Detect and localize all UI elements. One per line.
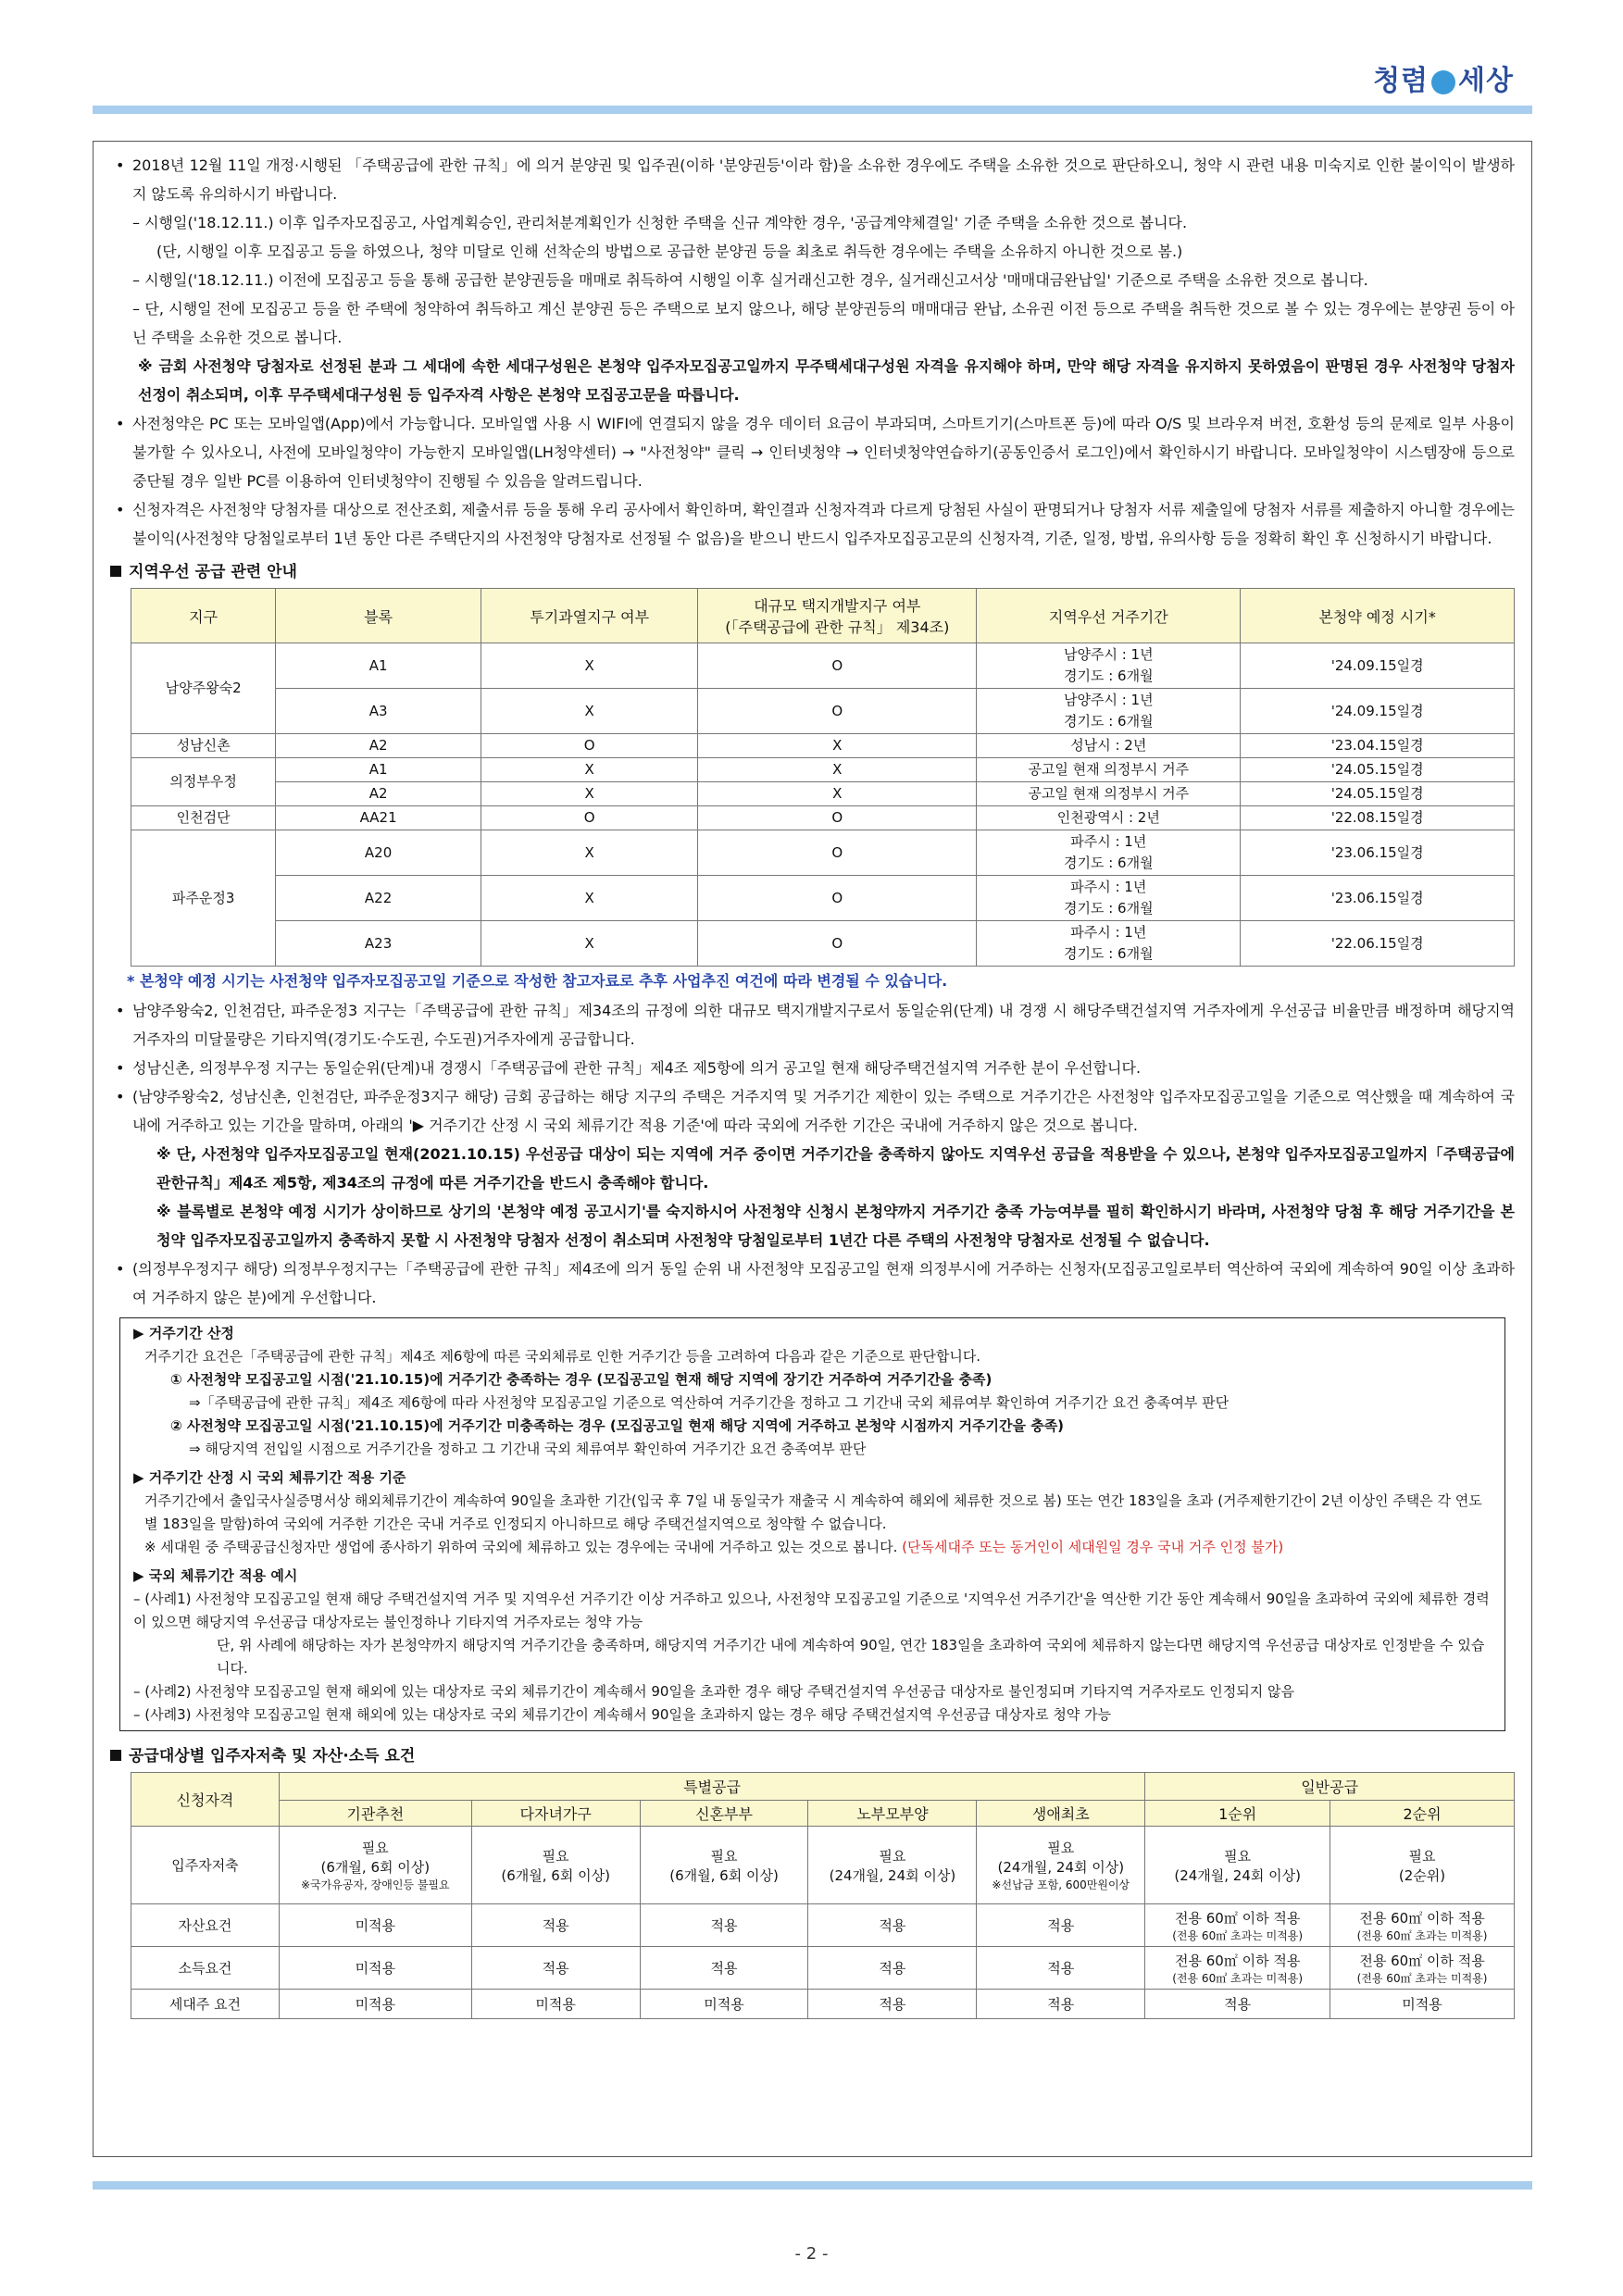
intro-dash-2: – 시행일('18.12.11.) 이전에 모집공고 등을 통해 공급한 분양권등을 매매로 취득하여 시행일 이후 실거래신고한 경우, 실거래신고서상 '매매대금완납일' 기준으로 주택을 소유한 것으로 봅니다. (132, 271, 1368, 289)
th-district: 지구 (131, 589, 276, 643)
table-footnote: * 본청약 예정 시기는 사전청약 입주자모집공고일 기준으로 작성한 참고자료로 추후 사업추진 여건에 따라 변경될 수 있습니다. (127, 972, 948, 990)
box-line-1: 거주기간 요건은「주택공급에 관한 규칙」제4조 제6항에 따른 국외체류로 인한 거주기간 등을 고려하여 다음과 같은 기준으로 판단합니다. (144, 1348, 981, 1365)
cell-large: X (698, 758, 977, 782)
cell: 적용 (808, 1947, 977, 1990)
th-general: 일반공급 (1145, 1773, 1515, 1801)
cell: 필요 (6개월, 6회 이상) (471, 1827, 640, 1904)
table-row (131, 734, 1515, 758)
box-case-2: ② 사전청약 모집공고일 시점('21.10.15)에 거주기간 미충족하는 경우 (모집공고일 현재 해당 지역에 거주하고 본청약 시점까지 거주기간을 충족) (170, 1417, 1065, 1434)
table-row (131, 782, 1515, 806)
cell-overheat: X (481, 758, 697, 782)
cell-residence: 인천광역시 : 2년 (977, 806, 1241, 830)
cell-large: O (698, 830, 977, 876)
cell: 미적용 (640, 1990, 808, 2019)
cell-residence: 남양주시 : 1년 경기도 : 6개월 (977, 643, 1241, 689)
intro-note-1: ※ 금회 사전청약 당첨자로 선정된 분과 그 세대에 속한 세대구성원은 본청약 입주자모집공고일까지 무주택세대구성원 자격을 유지해야 하며, 만약 해당 자격을 유지하지 못하였음이 판명된 경우 사전청약 당첨자 선정이 취소되며, 이후 무주택세대구성원 등 입주자격 사항은 본청약 모집공고문을 따릅니다. (138, 357, 1515, 404)
region-bullet-1: • 남양주왕숙2, 인천검단, 파주운정3 지구는「주택공급에 관한 규칙」제34조의 규정에 의한 대규모 택지개발지구로서 동일순위(단계) 내 경쟁 시 해당주택건설지역 거주자에게 우선공급 비율만큼 배정하며 해당지역 거주자의 미달물량은 기타지역(경기도·수도권, 수도권)거주자에게 공급합니다. (110, 996, 1515, 1054)
requirements-table (131, 1772, 1515, 2019)
cell-overheat: X (481, 830, 697, 876)
table-row (131, 806, 1515, 830)
regional-table (131, 588, 1515, 967)
section1-title: 지역우선 공급 관련 안내 (110, 556, 1515, 588)
th-residence: 지역우선 거주기간 (977, 589, 1241, 643)
cell-district: 의정부우정 (131, 758, 276, 806)
th-large: 대규모 택지개발지구 여부 (「주택공급에 관한 규칙」 제34조) (698, 589, 977, 643)
intro-dash-1b: (단, 시행일 이후 모집공고 등을 하였으나, 청약 미달로 인해 선착순의 방법으로 공급한 분양권 등을 최초로 취득한 경우에는 주택을 소유하지 아니한 것으로 봄.) (156, 243, 1183, 260)
cell-residence: 남양주시 : 1년 경기도 : 6개월 (977, 689, 1241, 734)
cell-residence: 파주시 : 1년 경기도 : 6개월 (977, 921, 1241, 967)
cell-overheat: X (481, 921, 697, 967)
cell: 적용 (977, 1947, 1145, 1990)
box-heading-3: ▶ 국외 체류기간 적용 예시 (133, 1567, 298, 1584)
region-note-3: ※ 블록별로 본청약 예정 시기가 상이하므로 상기의 '본청약 예정 공고시기'를 숙지하시어 사전청약 신청시 본청약까지 거주기간 충족 가능여부를 필히 확인하시기 바라며, 사전청약 당첨 후 해당 거주기간을 본청약 입주자모집공고일까지 충족하지 못할 시 사전청약 당첨자 선정이 취소되며 사전청약 당첨일로부터 1년간 다른 주택의 사전청약 당첨자로 선정될 수 없습니다. (156, 1203, 1515, 1249)
cell-large: X (698, 782, 977, 806)
logo: 청렴 세상 (1373, 65, 1514, 97)
th-col: 노부모부양 (808, 1801, 977, 1827)
cell-block: A2 (276, 782, 481, 806)
cell-large: O (698, 806, 977, 830)
intro-bullet-1: • 2018년 12월 11일 개정·시행된 「주택공급에 관한 규칙」에 의거 분양권 및 입주권(이하 '분양권등'이라 함)을 소유한 경우에도 주택을 소유한 것으로 판단하오니, 청약 시 관련 내용 미숙지로 인한 불이익이 발생하지 않도록 유의하시기 바랍니다. (110, 151, 1515, 208)
cell-block: A1 (276, 758, 481, 782)
cell: 미적용 (279, 1904, 471, 1947)
cell-date: '24.09.15일경 (1241, 689, 1515, 734)
cell: 적용 (977, 1990, 1145, 2019)
cell-block: A22 (276, 876, 481, 921)
box-case-1: ① 사전청약 모집공고일 시점('21.10.15)에 거주기간 충족하는 경우 (모집공고일 현재 해당 지역에 장기간 거주하여 거주기간을 충족) (170, 1371, 993, 1388)
cell-date: '23.04.15일경 (1241, 734, 1515, 758)
cell: 필요 (24개월, 24회 이상) ※선납금 포함, 600만원이상 (977, 1827, 1145, 1904)
cell: 적용 (808, 1904, 977, 1947)
cell-date: '22.06.15일경 (1241, 921, 1515, 967)
cell-district: 성남신촌 (131, 734, 276, 758)
table-row (131, 643, 1515, 689)
th-col: 신혼부부 (640, 1801, 808, 1827)
th-special: 특별공급 (279, 1773, 1144, 1801)
cell: 미적용 (1330, 1990, 1515, 2019)
table-row (131, 758, 1515, 782)
cell-large: O (698, 643, 977, 689)
th-col: 기관추천 (279, 1801, 471, 1827)
th-date: 본청약 예정 시기* (1241, 589, 1515, 643)
table-row (131, 1947, 1515, 1990)
cell: 필요 (6개월, 6회 이상) ※국가유공자, 장애인등 불필요 (279, 1827, 471, 1904)
residence-period-box (119, 1317, 1505, 1731)
bottom-divider (93, 2181, 1532, 2190)
cell-overheat: X (481, 689, 697, 734)
cell-district: 파주운정3 (131, 830, 276, 967)
th-col: 2순위 (1330, 1801, 1515, 1827)
cell-overheat: O (481, 806, 697, 830)
cell: 적용 (640, 1947, 808, 1990)
section2-title: 공급대상별 입주자저축 및 자산·소득 요건 (110, 1741, 1515, 1772)
cell-block: A1 (276, 643, 481, 689)
region-bullet-4: • (의정부우정지구 해당) 의정부우정지구는「주택공급에 관한 규칙」제4조에 의거 동일 순위 내 사전청약 모집공고일 현재 의정부시에 거주하는 신청자(모집공고일로부터 역산하여 국외에 계속하여 90일 이상 초과하여 거주하지 않은 분)에게 우선합니다. (110, 1254, 1515, 1312)
cell-date: '22.08.15일경 (1241, 806, 1515, 830)
th-col: 다자녀가구 (471, 1801, 640, 1827)
cell-block: AA21 (276, 806, 481, 830)
cell-residence: 공고일 현재 의정부시 거주 (977, 782, 1241, 806)
intro-bullet-3: • 신청자격은 사전청약 당첨자를 대상으로 전산조회, 제출서류 등을 통해 우리 공사에서 확인하며, 확인결과 신청자격과 다르게 당첨된 사실이 판명되거나 당첨자 서류 제출일에 당첨자 서류를 제출하지 아니할 경우에는 불이익(사전청약 당첨일로부터 1년 동안 다른 주택단지의 사전청약 당첨자로 선정될 수 없음)을 받으니 반드시 입주자모집공고문의 신청자격, 기준, 일정, 방법, 유의사항 등을 정확히 확인 후 신청하시기 바랍니다. (110, 495, 1515, 553)
cell-overheat: X (481, 876, 697, 921)
box-line-2: 거주기간에서 출입국사실증명서상 해외체류기간이 계속하여 90일을 초과한 기간(입국 후 7일 내 동일국가 재출국 시 계속하여 해외에 체류한 것으로 봄) 또는 연간 183일을 초과 (거주제한기간이 2년 이상인 주택은 각 연도별 183일을 말함)하여 국외에 거주한 기간은 국내 거주로 인정되지 아니하므로 해당 주택건설지역으로 청약할 수 없습니다. (144, 1492, 1482, 1532)
cell: 전용 60㎡ 이하 적용 (전용 60㎡ 초과는 미적용) (1330, 1904, 1515, 1947)
table-row (131, 1904, 1515, 1947)
cell: 필요 (24개월, 24회 이상) (1145, 1827, 1330, 1904)
box-case-1b: ⇒「주택공급에 관한 규칙」제4조 제6항에 따라 사전청약 모집공고일 기준으로 역산하여 거주기간을 정하고 그 기간내 국외 체류여부 확인하여 거주기간 요건 충족여부 판단 (189, 1394, 1230, 1411)
cell-residence: 공고일 현재 의정부시 거주 (977, 758, 1241, 782)
region-bullet-2: • 성남신촌, 의정부우정 지구는 동일순위(단계)내 경쟁시「주택공급에 관한 규칙」제4조 제5항에 의거 공고일 현재 해당주택건설지역 거주한 분이 우선합니다. (110, 1054, 1515, 1082)
cell-block: A3 (276, 689, 481, 734)
cell: 전용 60㎡ 이하 적용 (전용 60㎡ 초과는 미적용) (1330, 1947, 1515, 1990)
top-divider (93, 106, 1532, 114)
cell-residence: 성남시 : 2년 (977, 734, 1241, 758)
cell-district: 인천검단 (131, 806, 276, 830)
cell: 적용 (1145, 1990, 1330, 2019)
th-block: 블록 (276, 589, 481, 643)
table-row (131, 921, 1515, 967)
box-heading-2: ▶ 거주기간 산정 시 국외 체류기간 적용 기준 (133, 1469, 406, 1486)
cell: 미적용 (279, 1990, 471, 2019)
cell-block: A20 (276, 830, 481, 876)
row-label: 입주자저축 (131, 1827, 280, 1904)
cell-date: '24.05.15일경 (1241, 758, 1515, 782)
cell-overheat: O (481, 734, 697, 758)
box-case-2b: ⇒ 해당지역 전입일 시점으로 거주기간을 정하고 그 기간내 국외 체류여부 확인하여 거주기간 요건 충족여부 판단 (189, 1441, 867, 1457)
cell: 미적용 (471, 1990, 640, 2019)
cell: 필요 (24개월, 24회 이상) (808, 1827, 977, 1904)
th-overheat: 투기과열지구 여부 (481, 589, 697, 643)
box-example-1: – (사례1) 사전청약 모집공고일 현재 해당 주택건설지역 거주 및 지역우선 거주기간 이상 거주하고 있으나, 사전청약 모집공고일 기준으로 '지역우선 거주기간'을 역산한 기간 동안 계속해서 90일을 초과하여 국외에 체류한 경력이 있으면 해당지역 우선공급 대상자로는 불인정하나 기타지역 거주자로는 청약 가능 (133, 1591, 1490, 1630)
box-example-1b: 단, 위 사례에 해당하는 자가 본청약까지 해당지역 거주기간을 충족하며, 해당지역 거주기간 내에 계속하여 90일, 연간 183일을 초과하여 국외에 체류하지 않는다면 해당지역 우선공급 대상자로 인정받을 수 있습니다. (217, 1637, 1485, 1677)
cell: 필요 (6개월, 6회 이상) (640, 1827, 808, 1904)
cell-block: A2 (276, 734, 481, 758)
cell: 적용 (471, 1947, 640, 1990)
cell-residence: 파주시 : 1년 경기도 : 6개월 (977, 830, 1241, 876)
intro-dash-1: – 시행일('18.12.11.) 이후 입주자모집공고, 사업계획승인, 관리처분계획인가 신청한 주택을 신규 계약한 경우, '공급계약체결일' 기준 주택을 소유한 것으로 봅니다. (132, 214, 1188, 231)
table-row (131, 1990, 1515, 2019)
row-label: 세대주 요건 (131, 1990, 280, 2019)
table-row (131, 1773, 1515, 1801)
intro-bullet-2: • 사전청약은 PC 또는 모바일앱(App)에서 가능합니다. 모바일앱 사용 시 WIFI에 연결되지 않을 경우 데이터 요금이 부과되며, 스마트기기(스마트폰 등)에 따라 O/S 및 브라우져 버전, 호환성 등의 문제로 일부 사용이 불가할 수 있사오니, 사전에 모바일청약이 가능한지 모바일앱(LH청약센터) → "사전청약" 클릭 → 인터넷청약 → 인터넷청약연습하기(공동인증서 로그인)에서 확인하시기 바랍니다. 모바일청약이 시스템장애 등으로 중단될 경우 일반 PC를 이용하여 인터넷청약이 진행될 수 있음을 알려드립니다. (110, 409, 1515, 495)
cell: 적용 (471, 1904, 640, 1947)
intro-dash-3: – 단, 시행일 전에 모집공고 등을 한 주택에 청약하여 취득하고 계신 분양권 등은 주택으로 보지 않으나, 해당 분양권등의 매매대금 완납, 소유권 이전 등으로 주택을 취득한 것으로 볼 수 있는 경우에는 분양권 등이 아닌 주택을 소유한 것으로 봅니다. (132, 300, 1515, 346)
th-col: 1순위 (1145, 1801, 1330, 1827)
page-number: - 2 - (794, 2244, 829, 2264)
content-frame (93, 141, 1532, 2157)
th-col: 생애최초 (977, 1801, 1145, 1827)
region-bullet-3: • (남양주왕숙2, 성남신촌, 인천검단, 파주운정3지구 해당) 금회 공급하는 해당 지구의 주택은 거주지역 및 거주기간 제한이 있는 주택으로 거주기간은 사전청약 입주자모집공고일을 기준으로 역산했을 때 계속하여 국내에 거주하고 있는 기간을 말하며, 아래의 '▶ 거주기간 산정 시 국외 체류기간 적용 기준'에 따라 국외에 거주한 기간은 국내에 거주하지 않은 것으로 봅니다. (110, 1082, 1515, 1140)
cell-large: O (698, 876, 977, 921)
cell-block: A23 (276, 921, 481, 967)
table-row (131, 876, 1515, 921)
cell-date: '24.09.15일경 (1241, 643, 1515, 689)
th-applicant: 신청자격 (131, 1773, 280, 1827)
box-example-2: – (사례2) 사전청약 모집공고일 현재 해외에 있는 대상자로 국외 체류기간이 계속해서 90일을 초과한 경우 해당 주택건설지역 우선공급 대상자로 불인정되며 기타지역 거주자로도 인정되지 않음 (133, 1683, 1294, 1700)
box-line-3: ※ 세대원 중 주택공급신청자만 생업에 종사하기 위하여 국외에 체류하고 있는 경우에는 국내에 거주하고 있는 것으로 봅니다. (단독세대주 또는 동거인이 세대원일 경우 국내 거주 인정 불가) (144, 1539, 1284, 1555)
logo-emblem-icon (1431, 70, 1455, 94)
box-example-3: – (사례3) 사전청약 모집공고일 현재 해외에 있는 대상자로 국외 체류기간이 계속해서 90일을 초과하지 않는 경우 해당 주택건설지역 우선공급 대상자로 청약 가능 (133, 1706, 1112, 1723)
table-row (131, 1827, 1515, 1904)
cell: 적용 (977, 1904, 1145, 1947)
cell: 미적용 (279, 1947, 471, 1990)
table-row (131, 1801, 1515, 1827)
row-label: 자산요건 (131, 1904, 280, 1947)
cell-large: O (698, 689, 977, 734)
box-heading-1: ▶ 거주기간 산정 (133, 1325, 234, 1341)
cell-date: '24.05.15일경 (1241, 782, 1515, 806)
table-row (131, 830, 1515, 876)
cell-overheat: X (481, 782, 697, 806)
cell: 전용 60㎡ 이하 적용 (전용 60㎡ 초과는 미적용) (1145, 1947, 1330, 1990)
cell-date: '23.06.15일경 (1241, 876, 1515, 921)
table-row (131, 689, 1515, 734)
cell-district: 남양주왕숙2 (131, 643, 276, 734)
cell: 전용 60㎡ 이하 적용 (전용 60㎡ 초과는 미적용) (1145, 1904, 1330, 1947)
cell-large: X (698, 734, 977, 758)
cell: 적용 (808, 1990, 977, 2019)
row-label: 소득요건 (131, 1947, 280, 1990)
cell: 적용 (640, 1904, 808, 1947)
cell-overheat: X (481, 643, 697, 689)
cell: 필요 (2순위) (1330, 1827, 1515, 1904)
cell-residence: 파주시 : 1년 경기도 : 6개월 (977, 876, 1241, 921)
region-note-2: ※ 단, 사전청약 입주자모집공고일 현재(2021.10.15) 우선공급 대상이 되는 지역에 거주 중이면 거주기간을 충족하지 않아도 지역우선 공급을 적용받을 수 있으나, 본청약 입주자모집공고일까지「주택공급에관한규칙」제4조 제5항, 제34조의 규정에 따른 거주기간을 반드시 충족해야 합니다. (156, 1145, 1515, 1192)
cell-large: O (698, 921, 977, 967)
cell-date: '23.06.15일경 (1241, 830, 1515, 876)
